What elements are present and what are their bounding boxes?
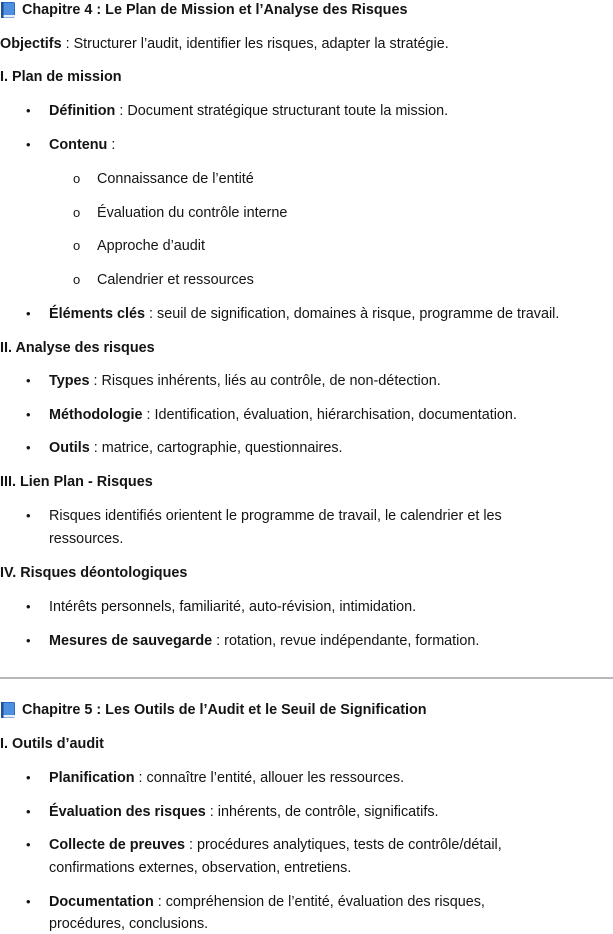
list-item-contenu [49,135,115,155]
list-item-interets: Intérêts personnels, familiarité, auto-révision, intimidation. [49,599,417,615]
item-label: Mesures de sauvegarde [49,633,213,649]
item-label: Outils [49,440,90,456]
item-text: : matrice, cartographie, questionnaires. [89,440,343,456]
bullet-icon: • [26,599,31,614]
item-label: Types [49,373,90,389]
sub-bullet-icon: o [73,238,81,253]
item-text: : Document stratégique structurant toute la mission. [115,103,449,119]
item-label: Planification [49,770,135,786]
sub-bullet-icon: o [73,205,81,220]
item-text: : inhérents, de contrôle, significatifs. [205,804,439,820]
item-text: : Risques inhérents, liés au contrôle, de non-détection. [89,373,441,389]
bullet-icon: • [26,837,31,852]
bullet-icon: • [26,373,31,388]
sub-list-item: Connaissance de l’entité [97,171,254,187]
list-item-types [49,371,441,391]
bullet-icon: • [26,770,31,785]
list-item-definition [49,101,448,121]
item-text: : [107,137,116,153]
bullet-icon: • [26,508,31,523]
chapter-4-title [0,0,407,20]
objectives-label: Objectifs [0,36,62,52]
item-label: Éléments clés [49,306,145,322]
list-item-documentation [49,892,485,912]
list-item-lien-cont: ressources. [49,531,124,547]
bullet-icon: • [26,804,31,819]
list-item-outils [49,438,343,458]
objectives-line [0,34,449,54]
chapter-5-title [0,700,427,720]
bullet-icon: • [26,440,31,455]
item-text: : compréhension de l’entité, évaluation des risques, [153,894,485,910]
item-text: : seuil de signification, domaines à risque, programme de travail. [145,306,560,322]
list-item-collecte [49,835,502,855]
bullet-icon: • [26,137,31,152]
bullet-icon: • [26,894,31,909]
list-item-collecte-cont: confirmations externes, observation, entretiens. [49,860,352,876]
bullet-icon: • [26,306,31,321]
sub-list-item: Approche d’audit [97,238,206,254]
list-item-lien: Risques identifiés orientent le programme de travail, le calendrier et les [49,508,502,524]
section-heading: I. Plan de mission [0,69,122,85]
section-heading: II. Analyse des risques [0,340,155,356]
sub-list-item: Calendrier et ressources [97,272,254,288]
bullet-icon: • [26,407,31,422]
horizontal-divider [0,677,613,679]
sub-bullet-icon: o [73,272,81,287]
sub-list-item: Évaluation du contrôle interne [97,205,288,221]
section-heading: III. Lien Plan - Risques [0,474,153,490]
book-icon [0,1,16,19]
item-label: Définition [49,103,116,119]
list-item-documentation-cont: procédures, conclusions. [49,916,209,932]
item-label: Méthodologie [49,407,143,423]
section-heading: I. Outils d’audit [0,736,104,752]
bullet-icon: • [26,103,31,118]
list-item-elements-cles [49,304,559,324]
list-item-evaluation [49,802,439,822]
objectives-text: : Structurer l’audit, identifier les risques, adapter la stratégie. [61,36,449,52]
item-text: : connaître l’entité, allouer les ressources. [134,770,405,786]
item-label: Collecte de preuves [49,837,185,853]
book-icon [0,701,16,719]
chapter-4-title-text: Chapitre 4 : Le Plan de Mission et l’Analyse des Risques [22,2,408,18]
item-label: Évaluation des risques [49,804,206,820]
chapter-5-title-text: Chapitre 5 : Les Outils de l’Audit et le Seuil de Signification [22,702,427,718]
list-item-planification [49,768,404,788]
item-text: : Identification, évaluation, hiérarchisation, documentation. [142,407,517,423]
item-text: : rotation, revue indépendante, formation. [212,633,480,649]
list-item-mesures [49,631,479,651]
item-text: : procédures analytiques, tests de contrôle/détail, [184,837,502,853]
section-heading: IV. Risques déontologiques [0,565,188,581]
item-label: Documentation [49,894,154,910]
list-item-methodologie [49,405,517,425]
item-label: Contenu [49,137,108,153]
sub-bullet-icon: o [73,171,81,186]
bullet-icon: • [26,633,31,648]
